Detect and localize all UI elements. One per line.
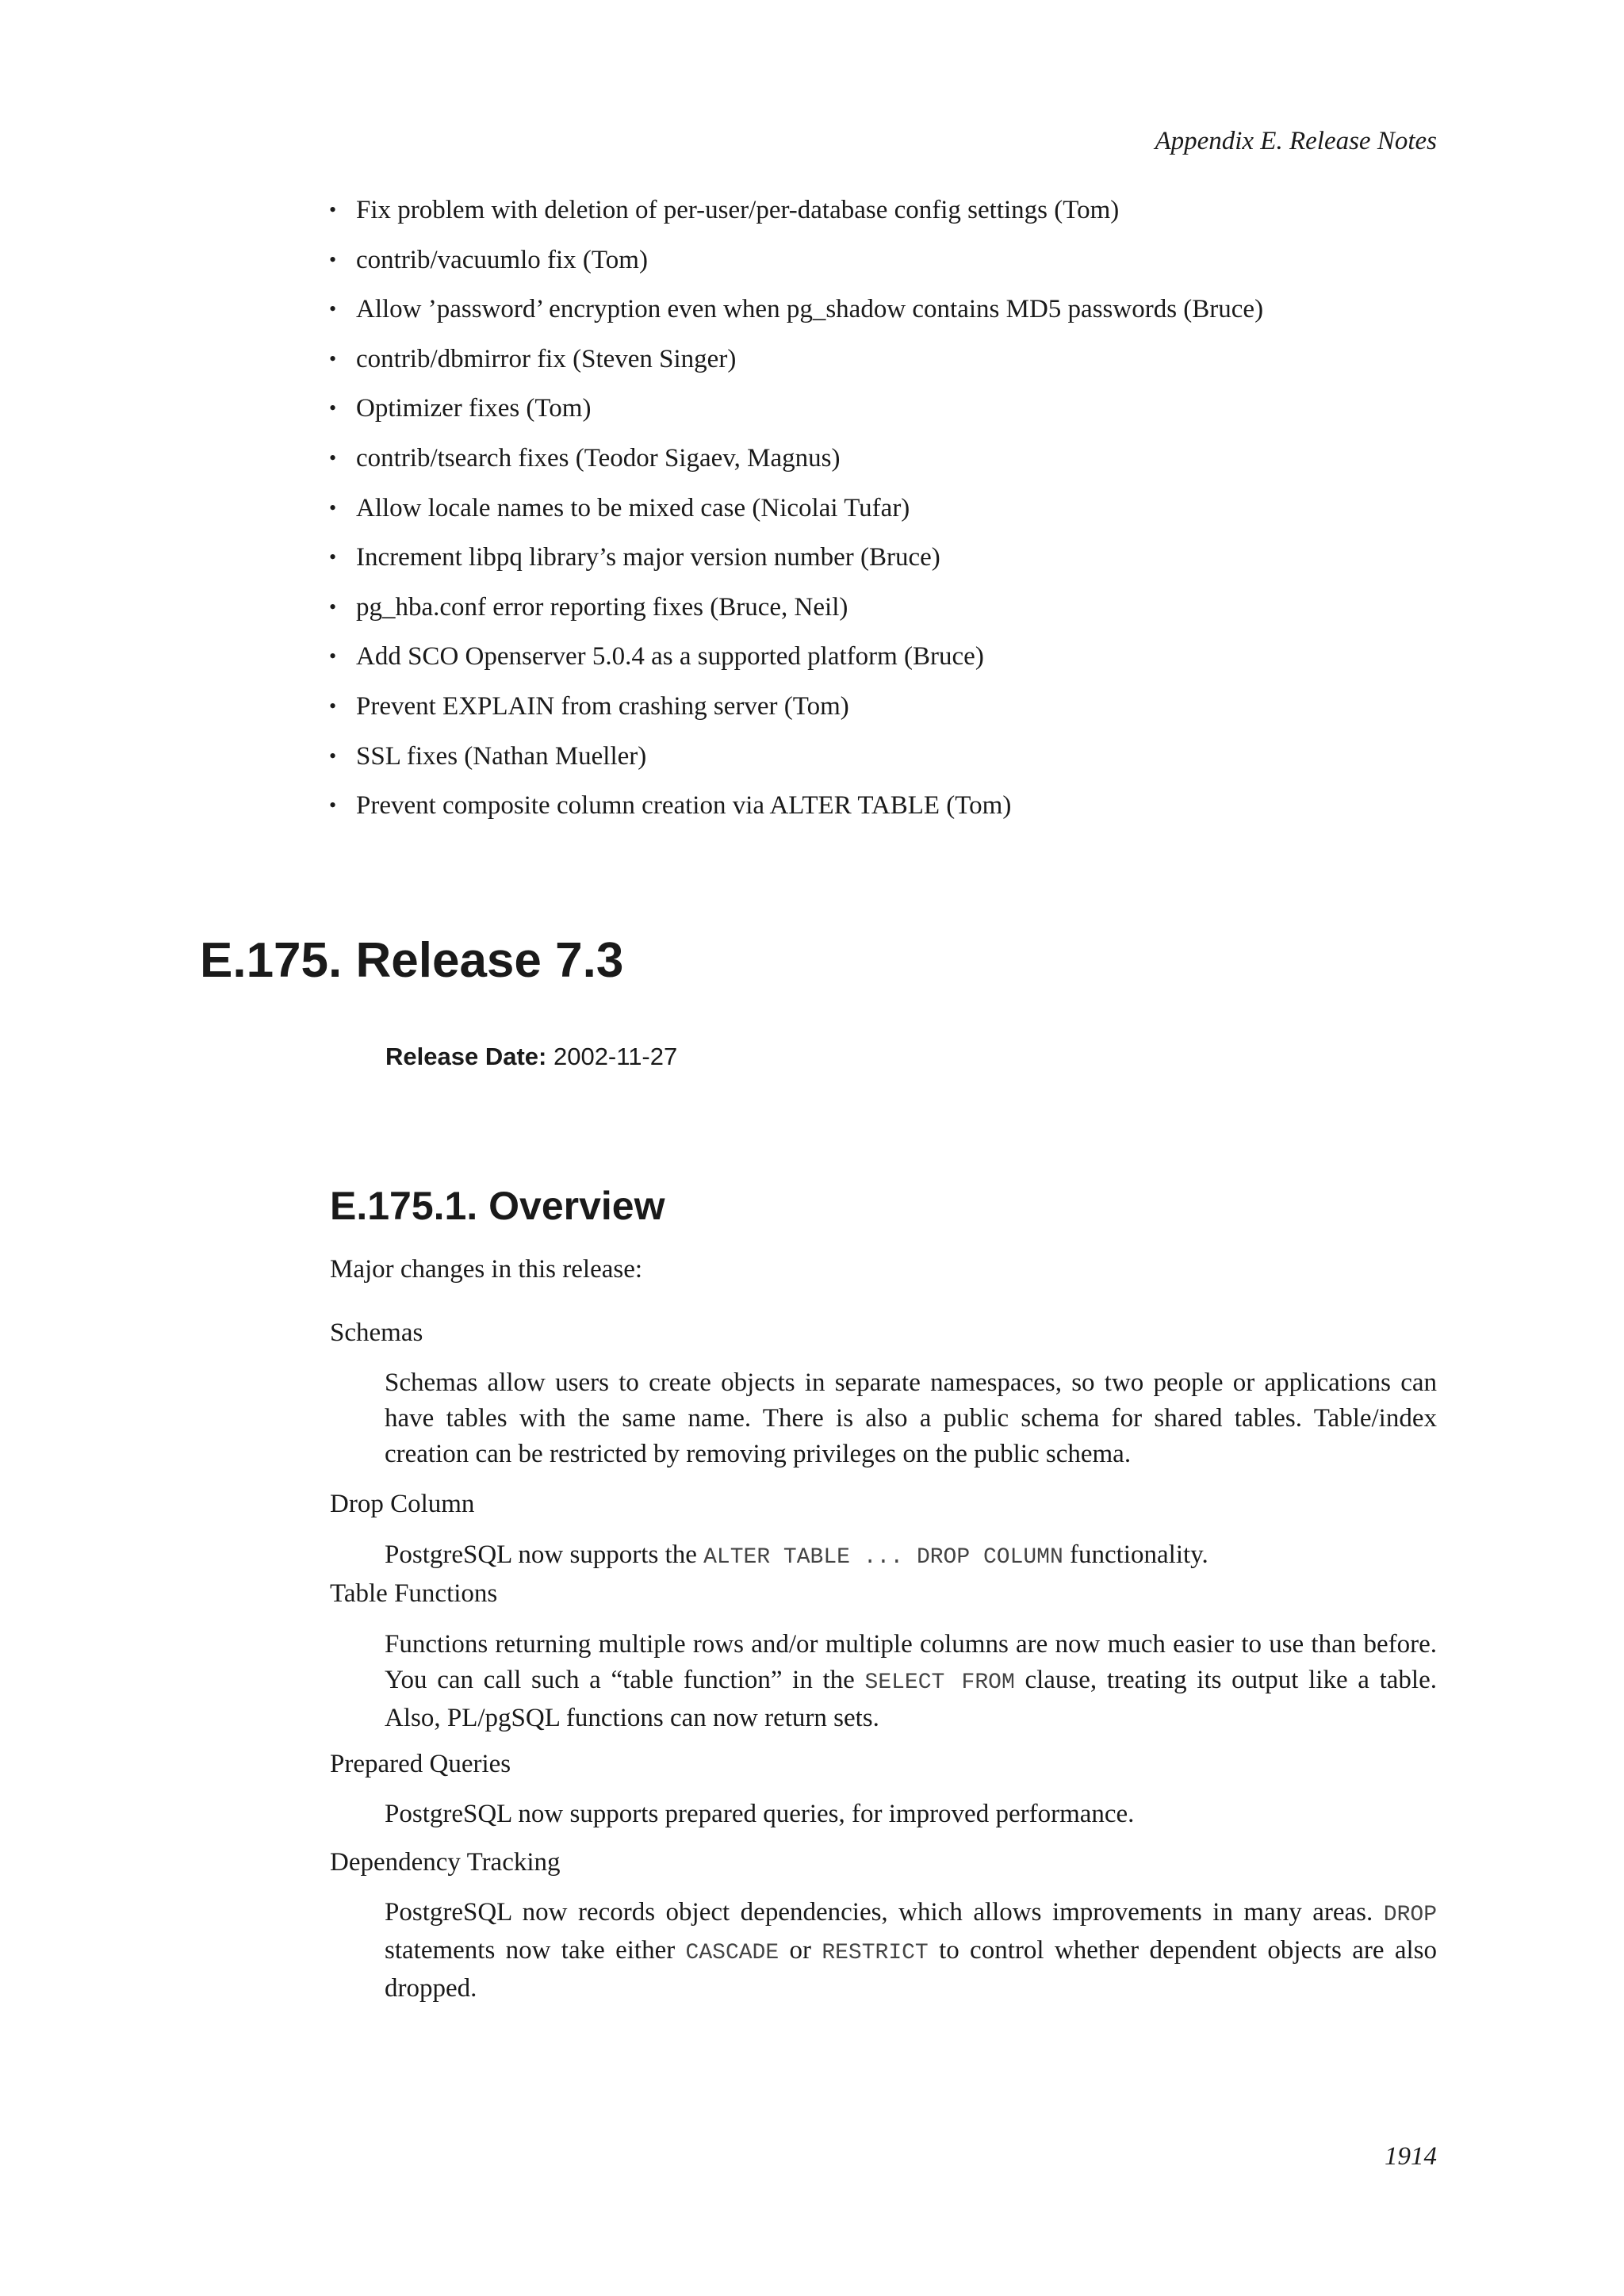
code-literal: DROP	[1383, 1903, 1437, 1927]
bullet-icon: •	[329, 247, 337, 271]
list-item: • Fix problem with deletion of per-user/per-database config settings (Tom)	[329, 196, 1120, 224]
release-date-value: 2002-11-27	[553, 1043, 678, 1070]
bullet-icon: •	[329, 794, 337, 817]
list-item: • contrib/dbmirror fix (Steven Singer)	[329, 344, 737, 373]
code-literal: SELECT FROM	[864, 1670, 1015, 1695]
release-date-label: Release Date:	[385, 1043, 547, 1070]
overview-intro: Major changes in this release:	[330, 1255, 643, 1284]
bullet-icon: •	[329, 496, 337, 519]
bullet-icon: •	[329, 645, 337, 668]
list-item: • SSL fixes (Nathan Mueller)	[329, 741, 647, 771]
list-item: • Increment libpq library’s major version number (Bruce)	[329, 543, 940, 572]
code-literal: CASCADE	[685, 1941, 779, 1965]
release-date	[385, 1041, 677, 1073]
list-item: • Allow ’password’ encryption even when pg_shadow contains MD5 passwords (Bruce)	[329, 295, 1264, 324]
term-schemas: Schemas	[330, 1318, 423, 1347]
code-literal: RESTRICT	[822, 1941, 929, 1965]
page-number: 1914	[1385, 2142, 1437, 2171]
list-item: • Optimizer fixes (Tom)	[329, 394, 592, 423]
bullet-icon: •	[329, 396, 337, 420]
overview-title: E.175.1. Overview	[330, 1184, 665, 1228]
bullet-icon: •	[329, 297, 337, 321]
bullet-icon: •	[329, 346, 337, 370]
term-drop-column: Drop Column	[330, 1490, 475, 1518]
def-prepared-queries: PostgreSQL now supports prepared queries, for improved performance.	[385, 1800, 1135, 1828]
bullet-icon: •	[329, 198, 337, 221]
def-table-functions: Functions returning multiple rows and/or multiple columns are now much easier to use than before. You can call such a “table function” in the SELECT FROM clause, treating its output like a table. Also, PL/pgSQL functions can now return sets.	[385, 1630, 1437, 1732]
def-drop-column: PostgreSQL now supports the ALTER TABLE ... DROP COLUMN functionality.	[385, 1540, 1208, 1570]
bullet-icon: •	[329, 545, 337, 569]
bullet-icon: •	[329, 694, 337, 718]
list-item: • contrib/vacuumlo fix (Tom)	[329, 245, 648, 274]
term-table-functions: Table Functions	[330, 1579, 498, 1608]
term-prepared-queries: Prepared Queries	[330, 1750, 511, 1778]
list-item: • Prevent composite column creation via ALTER TABLE (Tom)	[329, 791, 1012, 821]
running-header: Appendix E. Release Notes	[1155, 127, 1437, 155]
list-item: • contrib/tsearch fixes (Teodor Sigaev, Magnus)	[329, 443, 841, 473]
term-dependency-tracking: Dependency Tracking	[330, 1848, 561, 1877]
bullet-icon: •	[329, 446, 337, 469]
fix-list	[329, 194, 1263, 840]
bullet-icon: •	[329, 595, 337, 618]
list-item: • pg_hba.conf error reporting fixes (Bruce, Neil)	[329, 592, 848, 622]
bullet-icon: •	[329, 744, 337, 767]
def-dependency-tracking: PostgreSQL now records object dependencies, which allows improvements in many areas. DROP statements now take either CASCADE or RESTRICT to control whether dependent objects are also dropped.	[385, 1898, 1437, 2003]
list-item: • Add SCO Openserver 5.0.4 as a supported platform (Bruce)	[329, 642, 984, 672]
list-item: • Prevent EXPLAIN from crashing server (Tom)	[329, 691, 849, 721]
list-item: • Allow locale names to be mixed case (Nicolai Tufar)	[329, 493, 910, 522]
code-literal: ALTER TABLE ... DROP COLUMN	[703, 1545, 1063, 1570]
def-schemas: Schemas allow users to create objects in separate namespaces, so two people or applications can have tables with the same name. There is also a public schema for shared tables. Table/index creation can be restricted by removing privileges on the public schema.	[385, 1368, 1437, 1468]
section-title: E.175. Release 7.3	[200, 933, 624, 988]
